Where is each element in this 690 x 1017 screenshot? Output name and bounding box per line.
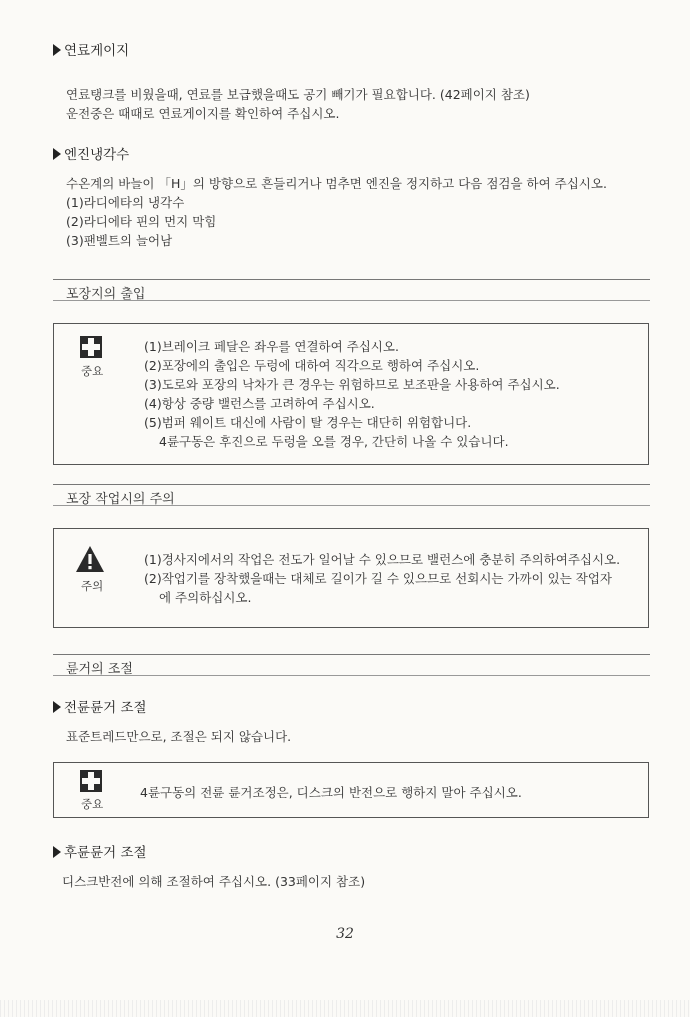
- rear-tread-line: 디스크반전에 의해 조절하여 주십시오. (33페이지 참조): [62, 874, 366, 889]
- paved-work-item-2: (2)작업기를 장착했을때는 대체로 길이가 길 수 있으므로 선회시는 가까이 있는 작업자: [144, 571, 612, 586]
- coolant-item-2: (2)라디에타 핀의 먼지 막힘: [66, 214, 217, 229]
- important-plus-icon: [80, 336, 102, 358]
- triangle-bullet-icon: [53, 44, 61, 56]
- section-rule-top: [53, 484, 650, 485]
- page-number: 32: [336, 926, 354, 942]
- rear-tread-heading: [53, 841, 147, 861]
- coolant-heading: [53, 143, 129, 163]
- coolant-heading-text: 엔진냉각수: [64, 147, 130, 163]
- section-rule-bottom: [53, 675, 650, 676]
- front-tread-note: 4륜구동의 전륜 륜거조정은, 디스크의 반전으로 행하지 말아 주십시오.: [140, 785, 522, 800]
- paved-work-item-1: (1)경사지에서의 작업은 전도가 일어날 수 있으므로 밸런스에 충분히 주의하여주십시오.: [144, 552, 621, 567]
- front-tread-line: 표준트레드만으로, 조절은 되지 않습니다.: [66, 729, 292, 744]
- triangle-bullet-icon: [53, 701, 61, 713]
- section-rule-top: [53, 279, 650, 280]
- coolant-line-1: 수온계의 바늘이 「H」의 방향으로 흔들리거나 멈추면 엔진을 정지하고 다음 점검을 하여 주십시오.: [66, 176, 607, 191]
- fuel-gauge-heading: [53, 39, 129, 59]
- paved-work-item-2-cont: 에 주의하십시오.: [159, 590, 252, 605]
- fuel-gauge-heading-text: 연료게이지: [64, 43, 130, 59]
- paved-entry-item-5-cont: 4륜구동은 후진으로 두렁을 오를 경우, 간단히 나올 수 있습니다.: [159, 434, 509, 449]
- paved-entry-item-4: (4)항상 중량 밸런스를 고려하여 주십시오.: [144, 396, 375, 411]
- paved-entry-item-5: (5)범퍼 웨이트 대신에 사람이 탈 경우는 대단히 위험합니다.: [144, 415, 472, 430]
- fuel-line-1: 연료탱크를 비웠을때, 연료를 보급했을때도 공기 빼기가 필요합니다. (42페이지 참조): [66, 87, 530, 102]
- paved-work-title: 포장 작업시의 주의: [66, 492, 175, 507]
- front-tread-notice-box: [53, 762, 649, 818]
- scan-edge-artifact: [0, 1000, 690, 1017]
- coolant-item-1: (1)라디에타의 냉각수: [66, 195, 185, 210]
- paved-entry-title: 포장지의 출입: [66, 287, 146, 302]
- fuel-line-2: 운전중은 때때로 연료게이지를 확인하여 주십시오.: [66, 106, 340, 121]
- rear-tread-heading-text: 후륜륜거 조절: [64, 845, 147, 861]
- coolant-item-3: (3)팬벨트의 늘어남: [66, 233, 173, 248]
- section-rule-bottom: [53, 505, 650, 506]
- front-tread-heading-text: 전륜륜거 조절: [64, 700, 147, 716]
- paved-entry-item-1: (1)브레이크 페달은 좌우를 연결하여 주십시오.: [144, 339, 399, 354]
- triangle-bullet-icon: [53, 846, 61, 858]
- section-rule-bottom: [53, 300, 650, 301]
- paved-entry-item-2: (2)포장에의 출입은 두렁에 대하여 직각으로 행하여 주십시오.: [144, 358, 480, 373]
- important-label: 중요: [81, 364, 104, 378]
- warning-triangle-icon: [75, 545, 105, 573]
- important-plus-icon: [80, 770, 102, 792]
- important-label: 중요: [81, 797, 104, 811]
- front-tread-heading: [53, 696, 147, 716]
- paved-entry-item-3: (3)도로와 포장의 낙차가 큰 경우는 위험하므로 보조판을 사용하여 주십시오.: [144, 377, 560, 392]
- triangle-bullet-icon: [53, 148, 61, 160]
- tread-title: 륜거의 조절: [66, 662, 133, 677]
- caution-label: 주의: [81, 579, 104, 593]
- paved-work-notice-box: [53, 528, 649, 628]
- section-rule-top: [53, 654, 650, 655]
- paved-entry-notice-box: [53, 323, 649, 465]
